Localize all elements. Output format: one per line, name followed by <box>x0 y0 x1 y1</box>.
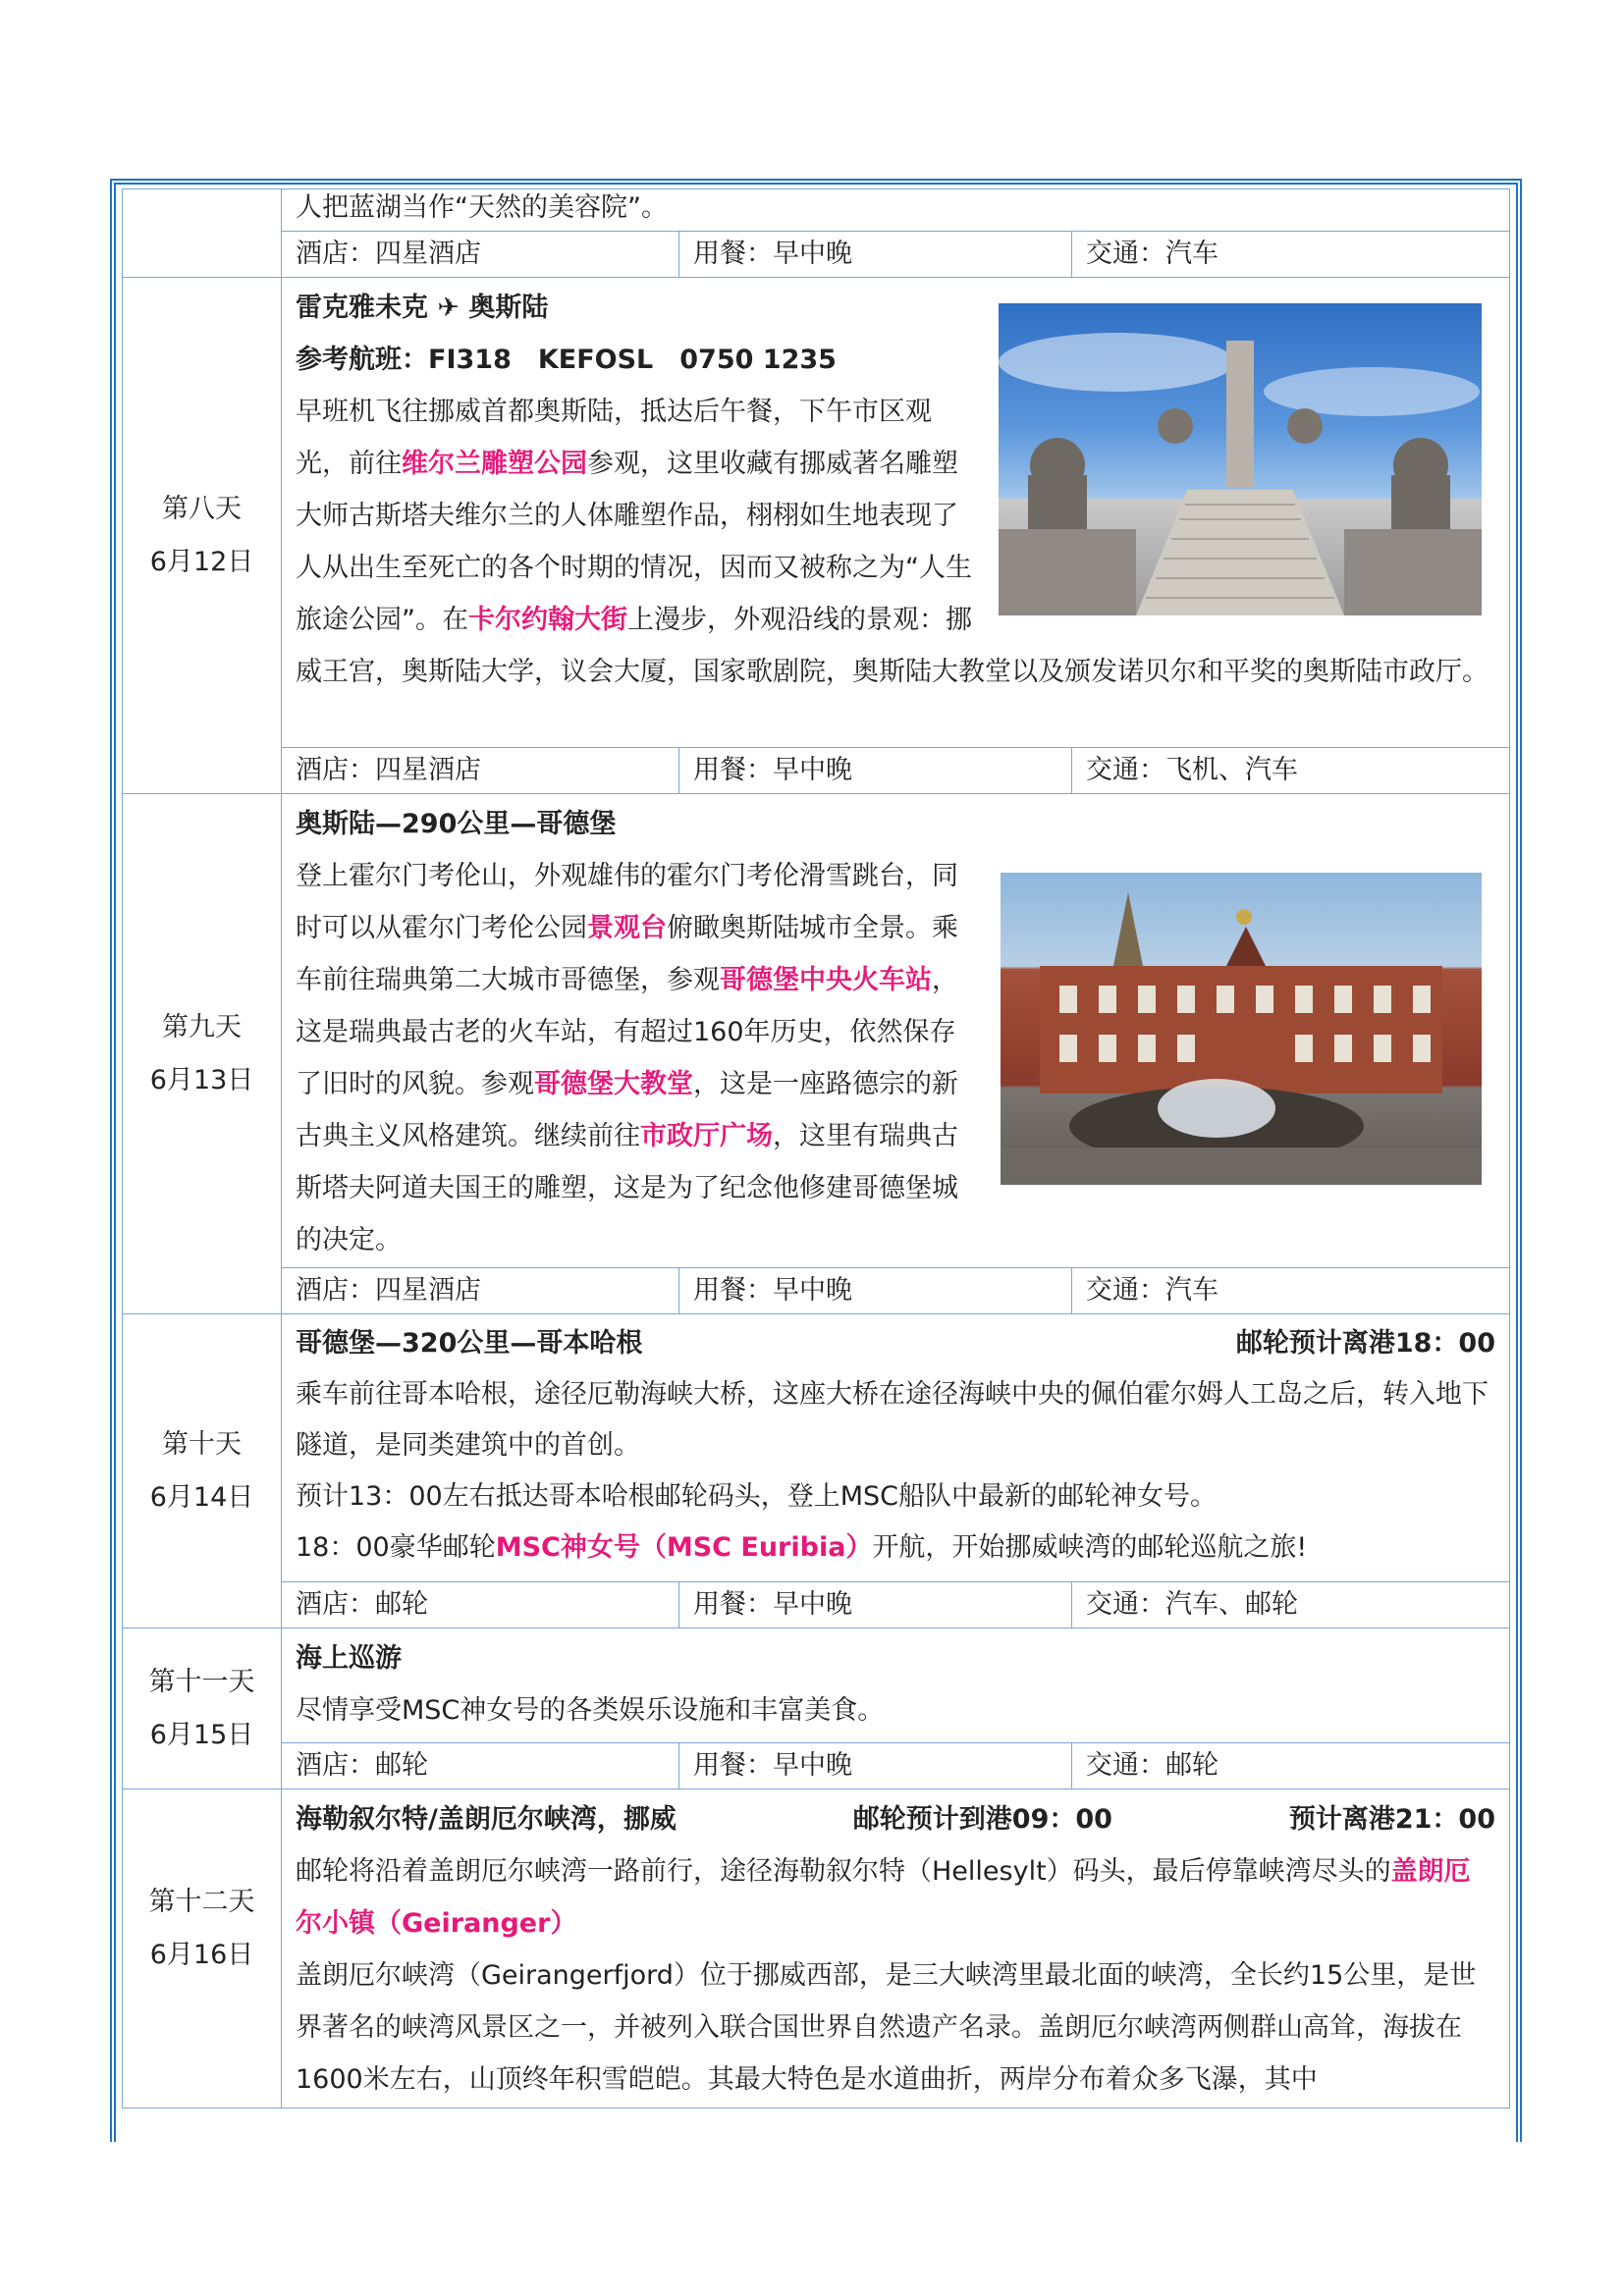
hotel-info: 酒店：四星酒店 <box>282 1268 679 1313</box>
meal-info: 用餐：早中晚 <box>679 1582 1072 1628</box>
text: ，这里有瑞典古斯塔夫阿道夫国王的雕塑，这是为了纪念他修建哥德堡城的决定。 <box>296 1121 958 1255</box>
city-hall-photo <box>1001 873 1482 1185</box>
date-label: 6月16日 <box>149 1940 254 1970</box>
text: 参观，这里收藏有挪威著名雕塑大师古斯塔夫维尔兰的人体雕塑作品，栩栩如生地表现了人从出生至死亡的各个时期的情况，因而又被称之为“人生旅途公园”。在 <box>296 449 972 635</box>
highlight-place: 维尔兰雕塑公园 <box>402 449 587 479</box>
meal-info: 用餐：早中晚 <box>679 232 1072 277</box>
text: 邮轮将沿着盖朗厄尔峡湾一路前行，途径海勒叙尔特（Hellesylt）码头，最后停靠峡湾尽头的 <box>296 1856 1391 1887</box>
text: 开航，开始挪威峡湾的邮轮巡航之旅! <box>872 1532 1308 1563</box>
text: ，这是瑞典最古老的火车站，有超过160年历史，依然保存了旧时的风貌。参观 <box>296 965 958 1099</box>
hotel-info: 酒店：四星酒店 <box>282 232 679 277</box>
monolith-illustration <box>999 303 1482 615</box>
day-label: 第十天 <box>162 1428 242 1460</box>
info-row <box>282 231 1509 277</box>
transport-info: 交通：飞机、汽车 <box>1086 755 1298 785</box>
paragraph: 人把蓝湖当作“天然的美容院”。 <box>296 192 668 223</box>
highlight-place: 哥德堡大教堂 <box>534 1069 693 1099</box>
departure-time: 预计离港21：00 <box>1288 1804 1495 1835</box>
hotel-info: 酒店：四星酒店 <box>282 748 679 793</box>
day-cell <box>123 794 282 1314</box>
table-row <box>123 278 1510 794</box>
info-row <box>282 1267 1509 1313</box>
transport-info: 交通：汽车 <box>1086 1275 1218 1306</box>
city-hall-illustration <box>1001 873 1482 1185</box>
content-cell <box>282 278 1510 794</box>
date-label: 6月13日 <box>149 1064 254 1095</box>
transport-info: 交通：邮轮 <box>1086 1750 1218 1781</box>
day-body <box>282 1789 1509 2108</box>
table-row <box>123 189 1510 278</box>
text: ，这是一座路德宗的新古典主义风格建筑。继续前往 <box>296 1069 958 1151</box>
day-cell <box>123 278 282 794</box>
text: 早班机飞往挪威首都奥斯陆，抵达后午餐，下午市区观光，前往 <box>296 397 932 479</box>
day-label: 第九天 <box>162 1011 242 1042</box>
highlight-place: 景观台 <box>587 913 667 943</box>
route-headline <box>296 1793 1495 1845</box>
transport-info: 交通：汽车 <box>1086 239 1218 269</box>
highlight-place: 盖朗厄尔小镇（Geiranger） <box>296 1856 1471 1939</box>
itinerary-table <box>122 188 1510 2109</box>
table-row <box>123 1789 1510 2109</box>
highlight-ship: MSC神女号（MSC Euribia） <box>495 1532 873 1563</box>
day-body <box>282 794 1509 1267</box>
paragraph <box>296 1522 1495 1574</box>
route-headline <box>296 1318 1495 1369</box>
day-cell <box>123 1789 282 2109</box>
route-title: 海勒叙尔特/盖朗厄尔峡湾，挪威 <box>296 1804 677 1835</box>
day-cell <box>123 1314 282 1629</box>
info-row <box>282 1581 1509 1628</box>
day-label: 第八天 <box>162 493 242 524</box>
route-title: 海上巡游 <box>296 1643 402 1674</box>
route-title: 哥德堡—320公里—哥本哈根 <box>296 1328 643 1359</box>
text: 上漫步，外观沿线的景观：挪威王宫，奥斯陆大学，议会大厦，国家歌剧院，奥斯陆大教堂以及颁发诺贝尔和平奖的奥斯陆市政厅。 <box>296 605 1489 687</box>
text: 18：00豪华邮轮 <box>296 1532 496 1563</box>
table-row <box>123 1629 1510 1789</box>
table-row <box>123 794 1510 1314</box>
vigeland-photo <box>999 303 1482 615</box>
day-cell <box>123 189 282 278</box>
text: 俯瞰奥斯陆城市全景。乘车前往瑞典第二大城市哥德堡，参观 <box>296 913 958 995</box>
route-title: 雷克雅未克 ✈ 奥斯陆 <box>296 293 549 323</box>
hotel-info: 酒店：邮轮 <box>282 1582 679 1628</box>
content-cell <box>282 794 1510 1314</box>
meal-info: 用餐：早中晚 <box>679 1268 1072 1313</box>
city-hall-image <box>1001 873 1482 1185</box>
table-row <box>123 1314 1510 1629</box>
meal-info: 用餐：早中晚 <box>679 1743 1072 1789</box>
content-cell <box>282 189 1510 278</box>
highlight-place: 哥德堡中央火车站 <box>720 965 932 995</box>
paragraph: 预计13：00左右抵达哥本哈根邮轮码头，登上MSC船队中最新的邮轮神女号。 <box>296 1481 1217 1512</box>
route-title: 奥斯陆—290公里—哥德堡 <box>296 809 617 839</box>
highlight-place: 卡尔约翰大街 <box>468 605 627 635</box>
info-row <box>282 1742 1509 1789</box>
date-label: 6月15日 <box>149 1719 254 1750</box>
highlight-place: 市政厅广场 <box>640 1121 773 1151</box>
day-label: 第十一天 <box>148 1666 255 1697</box>
date-label: 6月12日 <box>149 546 254 577</box>
transport-info: 交通：汽车、邮轮 <box>1086 1589 1298 1620</box>
meal-info: 用餐：早中晚 <box>679 748 1072 793</box>
paragraph: 尽情享受MSC神女号的各类娱乐设施和丰富美食。 <box>296 1695 885 1726</box>
day-cell <box>123 1629 282 1789</box>
monolith-image <box>999 303 1482 615</box>
paragraph: 盖朗厄尔峡湾（Geirangerfjord）位于挪威西部，是三大峡湾里最北面的峡湾，全长约15公里，是世界著名的峡湾风景区之一，并被列入联合国世界自然遗产名录。盖朗厄尔峡湾两侧群山高耸，海拔在1600米左右，山顶终年积雪皑皑。其最大特色是水道曲折，两岸分布着众多飞瀑，其中 <box>296 1960 1477 2095</box>
content-cell <box>282 1314 1510 1629</box>
date-label: 6月14日 <box>149 1481 254 1513</box>
day-body <box>282 1629 1509 1742</box>
day-body <box>282 1314 1509 1581</box>
content-cell <box>282 1629 1510 1789</box>
paragraph: 乘车前往哥本哈根，途径厄勒海峡大桥，这座大桥在途径海峡中央的佩伯霍尔姆人工岛之后，转入地下隧道，是同类建筑中的首创。 <box>296 1379 1489 1461</box>
arrival-time: 邮轮预计到港09：00 <box>852 1804 1112 1835</box>
flight-info: 参考航班：FI318 KEFOSL 0750 1235 <box>296 345 837 375</box>
hotel-info: 酒店：邮轮 <box>282 1743 679 1789</box>
day-body <box>282 278 1509 747</box>
info-row <box>282 747 1509 793</box>
content-cell <box>282 1789 1510 2109</box>
departure-time: 邮轮预计离港18：00 <box>1235 1328 1495 1359</box>
text: 登上霍尔门考伦山，外观雄伟的霍尔门考伦滑雪跳台，同时可以从霍尔门考伦公园 <box>296 861 958 943</box>
paragraph <box>296 1845 1495 1949</box>
day-label: 第十二天 <box>148 1887 255 1917</box>
